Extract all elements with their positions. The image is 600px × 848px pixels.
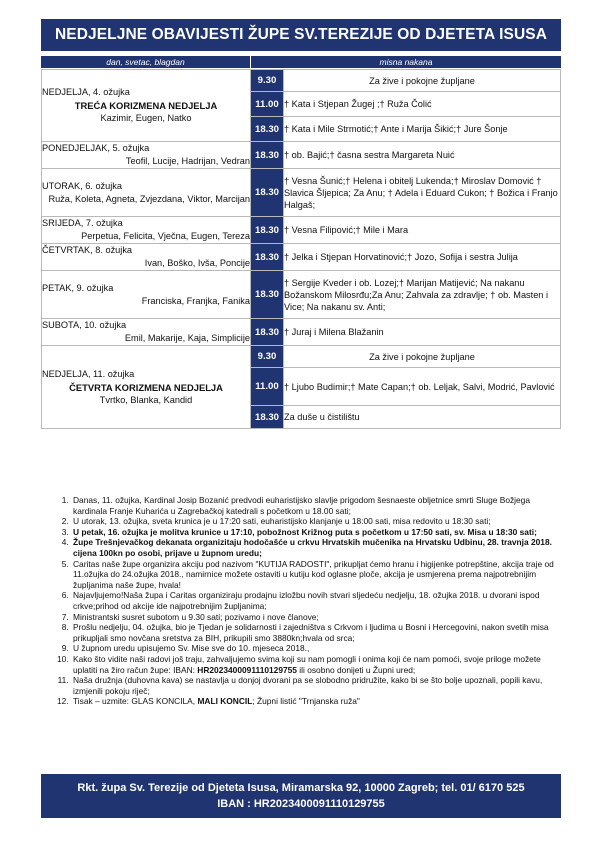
mass-time: 18.30 [251, 406, 284, 429]
mass-time: 18.30 [251, 271, 284, 319]
schedule-row [42, 217, 561, 244]
mass-time: 9.30 [251, 346, 284, 368]
announcement-text: Tisak – uzmite: GLAS KONCILA, [73, 696, 198, 707]
announcement-item [71, 622, 561, 643]
day-cell [42, 70, 251, 142]
announcement-text: U utorak, 13. ožujka, sveta krunica je u 17:20 sati, euharistijsko klanjanje u 18:00 sati, misa redovito u 18:30 sati; [73, 516, 491, 527]
day-name: NEDJELJA, 11. ožujka [42, 368, 135, 379]
day-cell [42, 319, 251, 346]
day-cell [42, 169, 251, 217]
announcement-item [71, 537, 561, 558]
announcement-item [71, 643, 561, 654]
announcement-item [71, 590, 561, 611]
footer-iban: IBAN : HR2023400091110129755 [217, 798, 385, 810]
saints-names: Perpetua, Felicita, Vječna, Eugen, Tereza [81, 231, 250, 241]
page-footer [41, 774, 561, 818]
saints-names: Franciska, Franjka, Fanika [141, 295, 250, 306]
mass-time: 18.30 [251, 244, 284, 271]
mass-time: 11.00 [251, 92, 284, 117]
mass-time: 18.30 [251, 319, 284, 346]
mass-intention: † Vesna Šunić;† Helena i obitelj Lukenda;† Miroslav Domović † Slavica Šljepica; Za Anu; † Adela i Eduard Cukon; † Božica i Franjo Halgaš; [284, 169, 561, 217]
column-header-intention: misna nakana [251, 56, 561, 68]
announcement-text: Caritas naše župe organizira akciju pod nazivom "KUTIJA RADOSTI", prikupljat ćemo hranu i higijenke potrepštine, akcija traje od 11.ožujka do 24.ožujka 2018., namirnice možete ostaviti u kutiju kod oglasne ploče, akcija je usmjerena prema najpotrebnijim župljanima naše župe, hvala! [73, 558, 554, 590]
schedule-row [42, 244, 561, 271]
mass-time: 11.00 [251, 368, 284, 406]
mass-intention: Za duše u čistilištu [284, 406, 561, 429]
announcement-text: Danas, 11. ožujka, Kardinal Josip Bozanić predvodi euharistijsko slavlje prigodom šesnaeste obljetnice smrti Sluge Božjega kardinala Franje Kuharića u Zagrebačkoj katedrali s početkom u 18.00 sati; [73, 495, 530, 516]
feast-name: ČETVRTA KORIZMENA NEDJELJA [69, 381, 223, 393]
announcement-item [71, 696, 561, 707]
mass-time: 18.30 [251, 217, 284, 244]
announcement-item [71, 495, 561, 516]
announcement-text: Kako što vidite naši radovi još traju, zahvaljujemo svima koji su nam pomogli i onima koji će nam pomoći, svoje priloge možete uplatiti na žiro račun župe: IBAN: [73, 653, 541, 675]
announcement-bold-text: HR2023400091110129755 [197, 664, 297, 675]
day-name: SUBOTA, 10. ožujka [42, 320, 127, 330]
day-name: PETAK, 9. ožujka [42, 282, 114, 293]
announcement-item [71, 612, 561, 623]
saints-names: Kazimir, Eugen, Natko [100, 113, 192, 123]
column-headers [41, 56, 561, 68]
announcement-text: Najavljujemo!Naša župa i Caritas organiziraju prodajnu izložbu novih stvari sljedeću nedjelju, 18. ožujka 2018. u dvorani ispod crkve;prihod od akcije ide najpotrebnijim župljanima; [73, 590, 540, 611]
mass-schedule-table [41, 69, 561, 429]
announcement-text-end: ili osobno donijeti u Župni ured; [296, 664, 416, 675]
page-header [41, 19, 561, 51]
schedule-row [42, 271, 561, 319]
mass-intention: † Kata i Mile Strmotić;† Ante i Marija Šikić;† Jure Šonje [284, 117, 561, 142]
day-name: NEDJELJA, 4. ožujka [42, 87, 130, 97]
mass-time: 18.30 [251, 117, 284, 142]
mass-time: 18.30 [251, 142, 284, 169]
day-cell [42, 244, 251, 271]
mass-intention: † Juraj i Milena Blažanin [284, 319, 561, 346]
mass-time: 9.30 [251, 70, 284, 92]
mass-intention: Za žive i pokojne župljane [284, 346, 561, 368]
day-cell [42, 346, 251, 429]
saints-names: Tvrtko, Blanka, Kandid [99, 394, 193, 405]
announcement-text-end: ; Župni listić "Trnjanska ruža" [252, 696, 360, 707]
mass-intention: † ob. Bajić;† časna sestra Margareta Nuić [284, 142, 561, 169]
schedule-row [42, 169, 561, 217]
mass-time: 18.30 [251, 169, 284, 217]
announcement-item [71, 654, 561, 675]
day-name: SRIJEDA, 7. ožujka [42, 218, 123, 228]
schedule-row [42, 319, 561, 346]
page-title: NEDJELJNE OBAVIJESTI ŽUPE SV.TEREZIJE OD DJETETA ISUSA [54, 26, 548, 43]
mass-intention: † Jelka i Stjepan Horvatinović;† Jozo, Sofija i sestra Julija [284, 244, 561, 271]
day-cell [42, 271, 251, 319]
announcement-text: Ministrantski susret subotom u 9.30 sati; pozivamo i nove članove; [73, 611, 319, 622]
mass-intention: † Vesna Filipović;† Mile i Mara [284, 217, 561, 244]
mass-intention: † Sergije Kveder i ob. Lozej;† Marijan Matijević; Na nakanu Božanskom Milosrđu;Za Anu; Zahvala za zdravlje; † ob. Masten i Vice; Na nakanu sv. Anti; [284, 271, 561, 319]
mass-intention: † Kata i Stjepan Žugej ;† Ruža Čolić [284, 92, 561, 117]
saints-names: Teofil, Lucije, Hadrijan, Vedran [125, 156, 250, 166]
day-name: PONEDJELJAK, 5. ožujka [42, 143, 150, 153]
announcement-bold-text: MALI KONCIL [197, 696, 253, 707]
day-cell [42, 217, 251, 244]
saints-names: Ruža, Koleta, Agneta, Zvjezdana, Viktor, Marcijan [48, 193, 250, 204]
schedule-row [42, 346, 561, 368]
footer-address: Rkt. župa Sv. Terezije od Djeteta Isusa, Miramarska 92, 10000 Zagreb; tel. 01/ 6170 525 [77, 782, 525, 794]
announcement-text: Naša družnja (duhovna kava) se nastavlja u donjoj dvorani pa se slobodno pridružite, kako bi se što bolje upoznali, popili kavu, izmjenili pokoju riječ; [73, 675, 543, 696]
schedule-row [42, 142, 561, 169]
announcement-item [71, 527, 561, 538]
announcement-text: U petak, 16. ožujka je molitva krunice u 17:10, pobožnost Križnog puta s početkom u 17:50 sati, sv. Misa u 18:30 sati; [73, 526, 537, 537]
saints-names: Emil, Makarije, Kaja, Simplicije [124, 333, 250, 343]
announcement-item [71, 559, 561, 591]
saints-names: Ivan, Boško, Ivša, Poncije [144, 258, 250, 268]
announcement-text: U župnom uredu upisujemo Sv. Mise sve do 10. mjeseca 2018., [73, 643, 310, 654]
mass-intention: Za žive i pokojne župljane [284, 70, 561, 92]
schedule-row [42, 70, 561, 92]
column-header-day: dan, svetac, blagdan [41, 56, 250, 68]
mass-intention: † Ljubo Budimir;† Mate Capan;† ob. Leljak, Salvi, Modrić, Pavlović [284, 368, 561, 406]
announcement-text: Prošlu nedjelju, 04. ožujka, bio je Tjedan je solidarnosti i zajedništva s Crkvom i ljudima u Bosni i Hercegovini, nakon svetih misa prikupljali smo novčana sretstva za BIH, prikupili smo 3880kn;hvala od srca; [73, 622, 549, 643]
day-name: ČETVRTAK, 8. ožujka [42, 245, 133, 255]
announcement-item [71, 516, 561, 527]
day-cell [42, 142, 251, 169]
announcements-list [41, 495, 561, 707]
day-name: UTORAK, 6. ožujka [42, 180, 122, 191]
announcement-item [71, 675, 561, 696]
announcement-text: Župe Trešnjevačkog dekanata organizitaju hodočašće u crkvu Hrvatskih mučenika na Hrvatsku Udbinu, 28. travnja 2018. cijena 100kn po osobi, prijave u župnom uredu; [73, 537, 552, 558]
feast-name: TREĆA KORIZMENA NEDJELJA [74, 100, 218, 111]
